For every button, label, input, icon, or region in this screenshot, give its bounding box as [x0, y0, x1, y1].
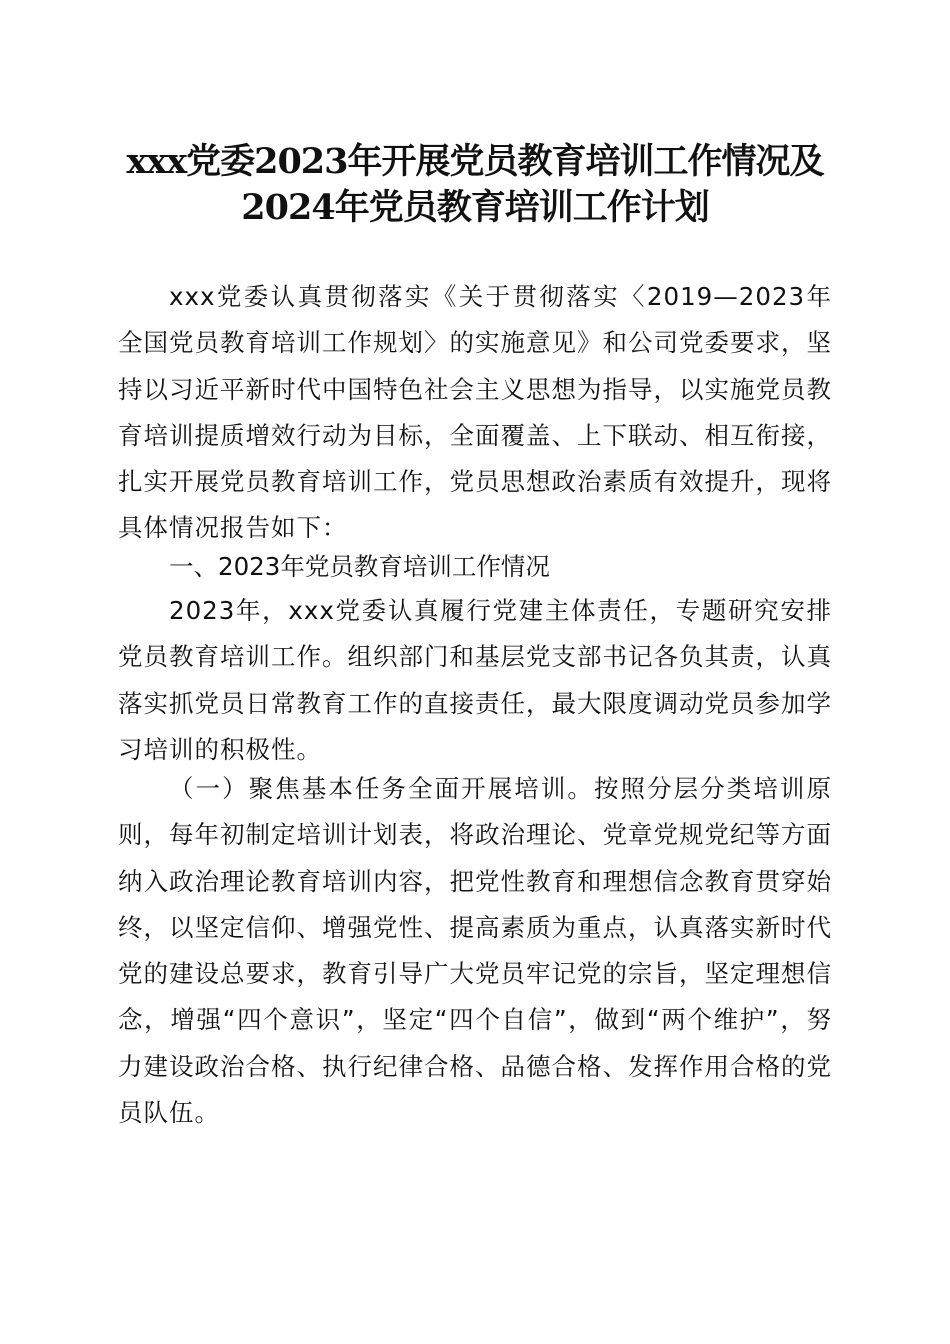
- subsection-1-block: [118, 766, 832, 1136]
- section-1-paragraph: 2023年，xxx党委认真履行党建主体责任，专题研究安排党员教育培训工作。组织部门和基层党支部书记各负其责，认真落实抓党员日常教育工作的直接责任，最大限度调动党员参加学习培训的积极性。: [118, 596, 832, 764]
- intro-paragraph: xxx党委认真贯彻落实《关于贯彻落实〈2019—2023年全国党员教育培训工作规划〉的实施意见》和公司党委要求，坚持以习近平新时代中国特色社会主义思想为指导，以实施党员教育培训提质增效行动为目标，全面覆盖、上下联动、相互衔接，扎实开展党员教育培训工作，党员思想政治素质有效提升，现将具体情况报告如下：: [118, 282, 832, 543]
- document-title-line-2: 2024年党员教育培训工作计划: [241, 187, 709, 228]
- document-title-line-1: xxx党委2023年开展党员教育培训工作情况及: [126, 141, 824, 182]
- intro-paragraph-block: [118, 274, 832, 552]
- section-1-heading: 一、2023年党员教育培训工作情况: [169, 552, 550, 581]
- section-1-paragraph-block: [118, 588, 832, 773]
- subsection-1-paragraph: （一）聚焦基本任务全面开展培训。按照分层分类培训原则，每年初制定培训计划表，将政治理论、党章党规党纪等方面纳入政治理论教育培训内容，把党性教育和理想信念教育贯穿始终，以坚定信仰、增强党性、提高素质为重点，认真落实新时代党的建设总要求，教育引导广大党员牢记党的宗旨，坚定理想信念，增强“四个意识”，坚定“四个自信”，做到“两个维护”，努力建设政治合格、执行纪律合格、品德合格、发挥作用合格的党员队伍。: [118, 774, 832, 1128]
